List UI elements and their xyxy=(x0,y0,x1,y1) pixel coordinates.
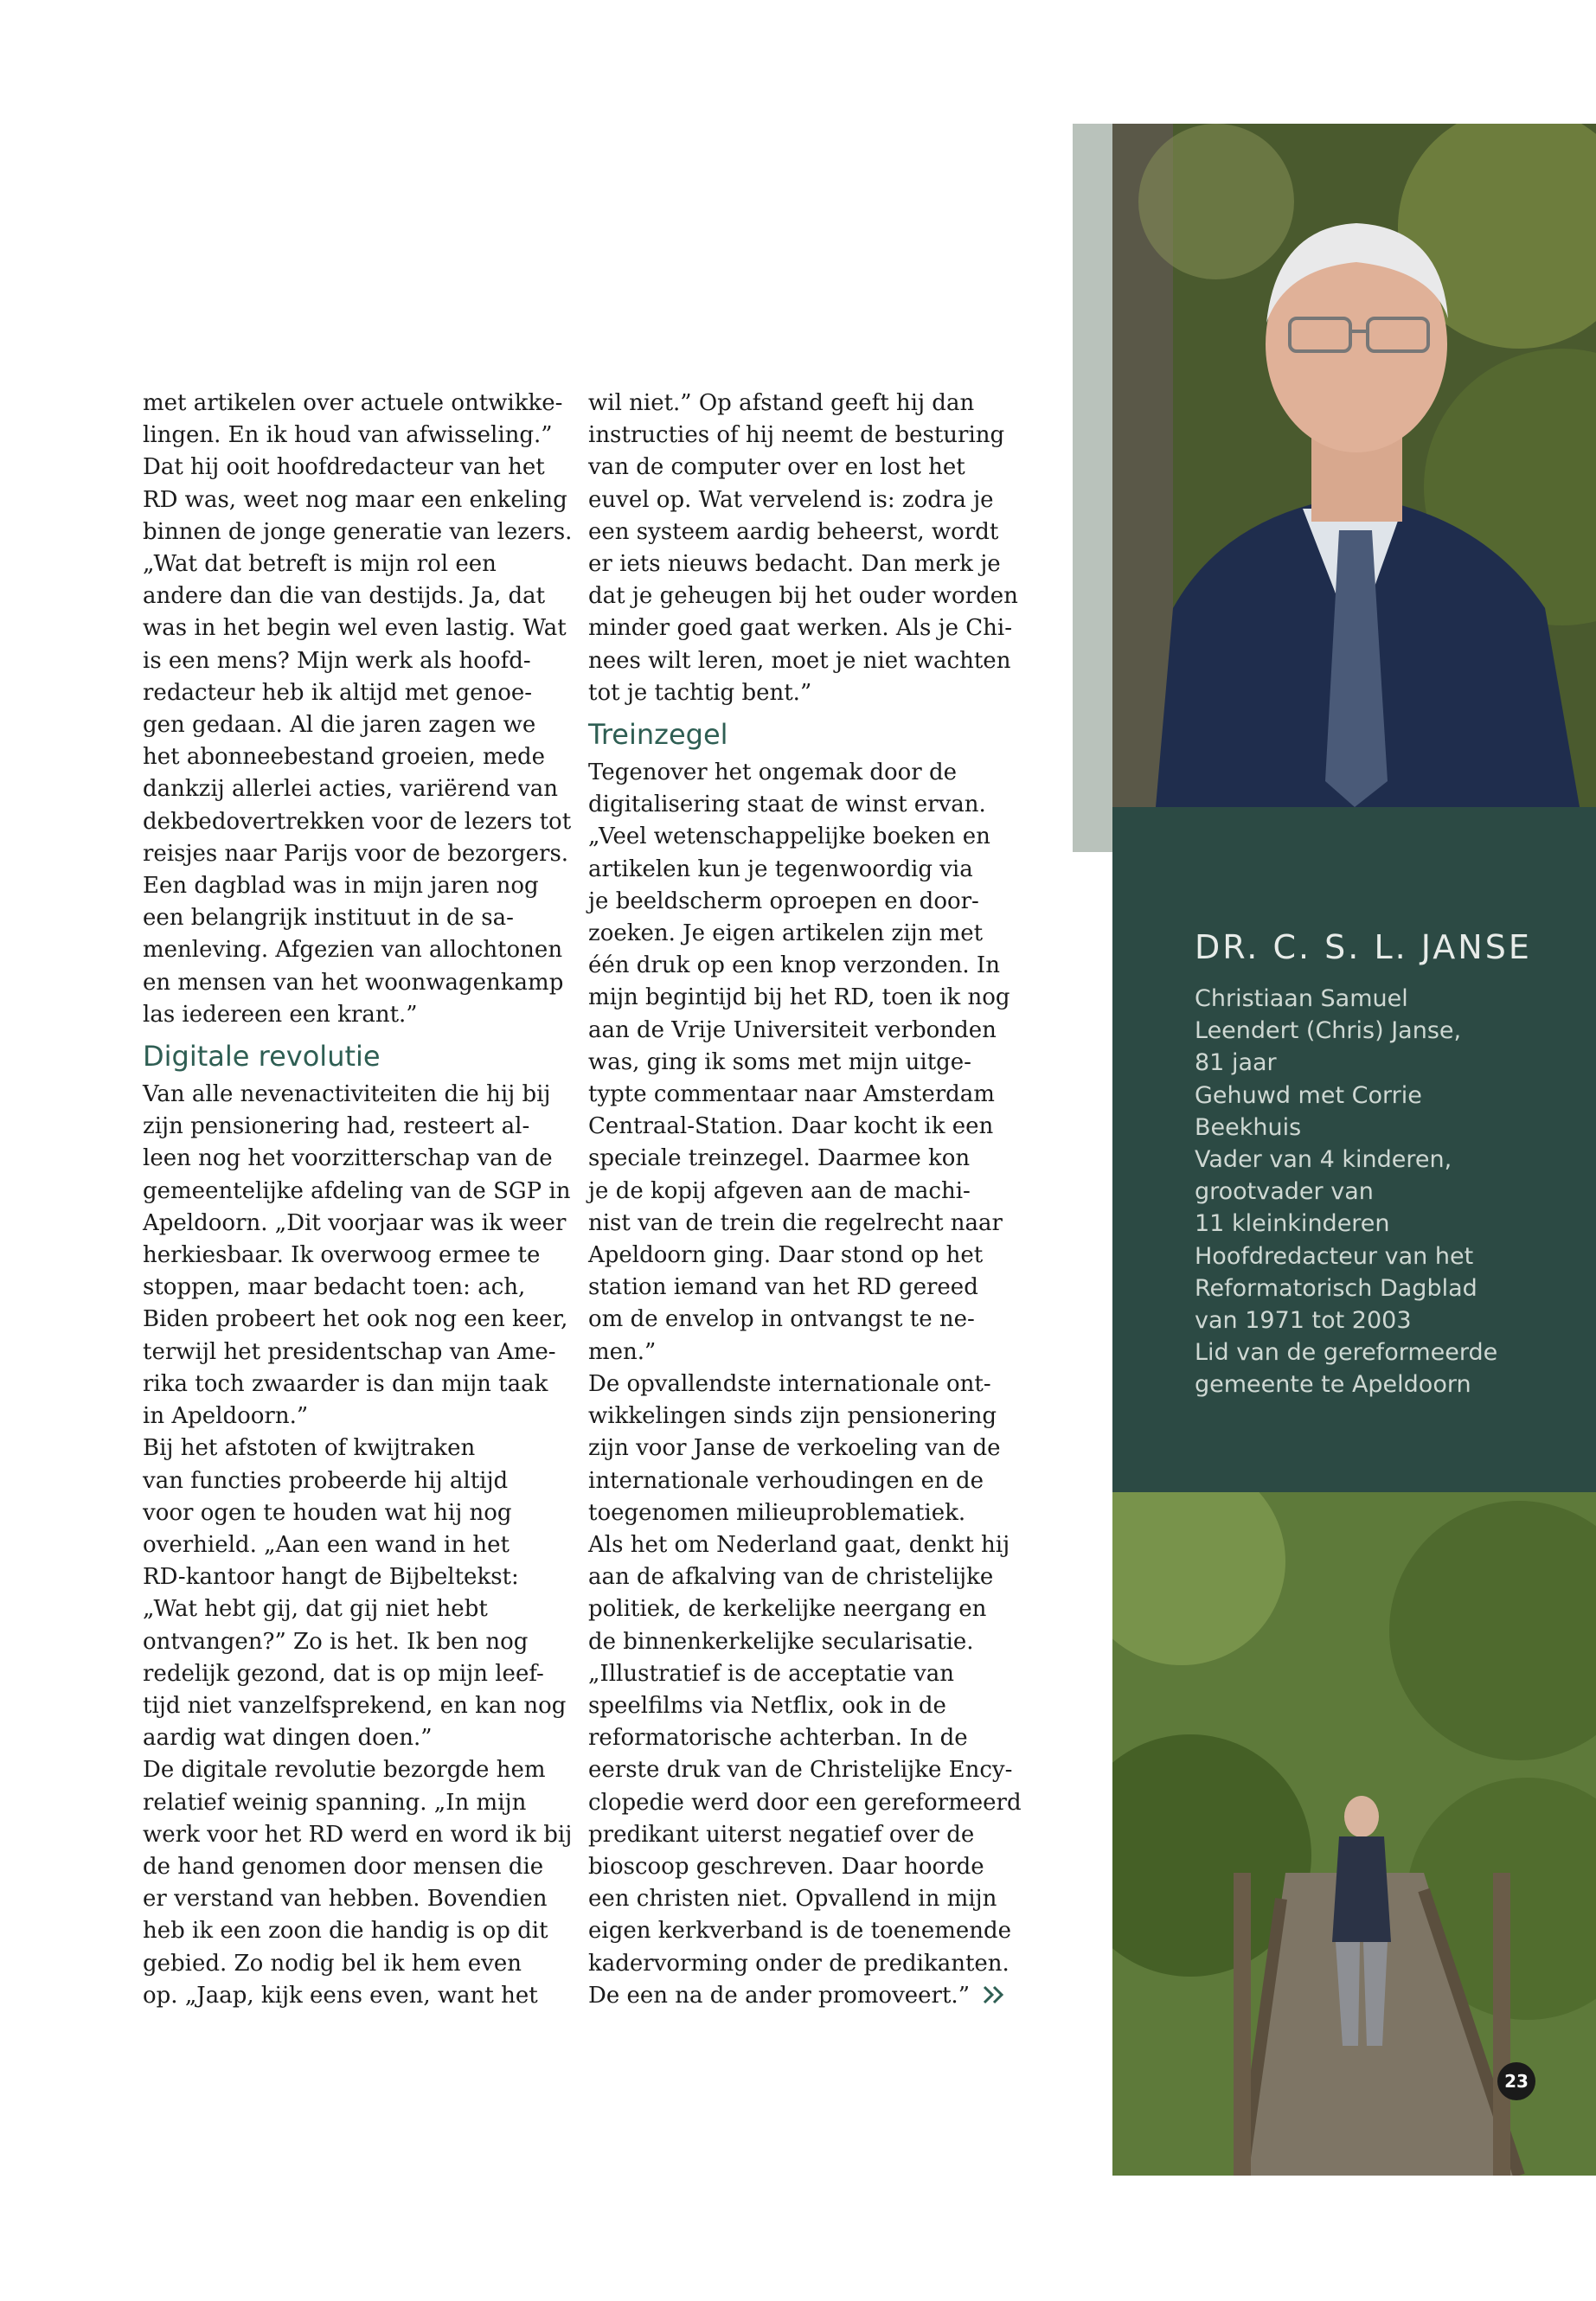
text-line: digitalisering staat de winst ervan. xyxy=(588,792,986,818)
text-line: aardig wat dingen doen.” xyxy=(143,1725,433,1752)
section-heading-digitale-revolutie: Digitale revolutie xyxy=(143,1040,381,1074)
text-line: men.” xyxy=(588,1338,657,1365)
column1-paragraph-1 xyxy=(143,388,573,1031)
text-line: gebied. Zo nodig bel ik hem even xyxy=(143,1950,522,1977)
text-line: het abonneebestand groeien, mede xyxy=(143,744,546,771)
profile-line: Hoofdredacteur van het xyxy=(1195,1242,1474,1270)
text-line: aan de Vrije Universiteit verbonden xyxy=(588,1016,997,1043)
text-line: je de kopij afgeven aan de machi- xyxy=(588,1177,971,1204)
text-line: werk voor het RD werd en word ik bij xyxy=(143,1821,573,1848)
text-line: en mensen van het woonwagenkamp xyxy=(143,969,564,996)
article-column-2 xyxy=(588,388,1022,2012)
text-line: „Wat dat betreft is mijn rol een xyxy=(143,551,497,578)
text-line: om de envelop in ontvangst te ne- xyxy=(588,1306,975,1333)
text-line: was, ging ik soms met mijn uitge- xyxy=(588,1048,971,1075)
text-line: bioscoop geschreven. Daar hoorde xyxy=(588,1853,984,1880)
text-line: speelfilms via Netflix, ook in de xyxy=(588,1692,946,1719)
column2-paragraph-1 xyxy=(588,388,1018,709)
text-line: in Apeldoorn.” xyxy=(143,1403,309,1430)
text-line: Apeldoorn. „Dit voorjaar was ik weer xyxy=(143,1209,567,1236)
text-line: Dat hij ooit hoofdredacteur van het xyxy=(143,454,545,481)
profile-title: DR. C. S. L. JANSE xyxy=(1195,928,1532,966)
text-line: „Illustratief is de acceptatie van xyxy=(588,1660,955,1687)
text-line: andere dan die van destijds. Ja, dat xyxy=(143,583,546,610)
text-line: heb ik een zoon die handig is op dit xyxy=(143,1918,548,1945)
profile-line: Gehuwd met Corrie xyxy=(1195,1081,1422,1109)
text-line: RD-kantoor hangt de Bijbeltekst: xyxy=(143,1564,519,1591)
text-line: Centraal-Station. Daar kocht ik een xyxy=(588,1113,994,1140)
text-line: voor ogen te houden wat hij nog xyxy=(143,1499,512,1526)
text-line: euvel op. Wat vervelend is: zodra je xyxy=(588,486,994,513)
profile-line: Reformatorisch Dagblad xyxy=(1195,1274,1477,1302)
text-line: tijd niet vanzelfsprekend, en kan nog xyxy=(143,1692,567,1719)
column2-paragraph-2 xyxy=(588,757,1022,2012)
text-line: op. „Jaap, kijk eens even, want het xyxy=(143,1982,538,2009)
profile-line: Vader van 4 kinderen, xyxy=(1195,1146,1452,1174)
text-line: een systeem aardig beheerst, wordt xyxy=(588,518,999,545)
text-line: herkiesbaar. Ik overwoog ermee te xyxy=(143,1242,541,1269)
section-heading-treinzegel: Treinzegel xyxy=(588,718,728,752)
text-line: Bij het afstoten of kwijtraken xyxy=(143,1435,476,1462)
text-line: de hand genomen door mensen die xyxy=(143,1853,544,1880)
text-line: artikelen kun je tegenwoordig via xyxy=(588,856,973,882)
portrait-photo xyxy=(1112,124,1596,807)
text-line: relatief weinig spanning. „In mijn xyxy=(143,1789,527,1816)
text-line: lingen. En ik houd van afwisseling.” xyxy=(143,422,553,449)
text-line: stoppen, maar bedacht toen: ach, xyxy=(143,1274,526,1301)
text-line: las iedereen een krant.” xyxy=(143,1001,418,1028)
portrait-illustration xyxy=(1112,124,1596,807)
profile-line: Lid van de gereformeerde xyxy=(1195,1339,1498,1367)
text-line: reformatorische achterban. In de xyxy=(588,1725,968,1752)
text-line-last-text: De een na de ander promoveert.” xyxy=(588,1982,970,2009)
text-line: rika toch zwaarder is dan mijn taak xyxy=(143,1370,548,1397)
text-line: reisjes naar Parijs voor de bezorgers. xyxy=(143,840,569,867)
text-line: speciale treinzegel. Daarmee kon xyxy=(588,1145,971,1172)
text-line: van de computer over en lost het xyxy=(588,454,965,481)
text-line: een belangrijk instituut in de sa- xyxy=(143,905,514,932)
text-line: overhield. „Aan een wand in het xyxy=(143,1531,510,1558)
text-line: eerste druk van de Christelijke Ency- xyxy=(588,1757,1013,1784)
text-line: Apeldoorn ging. Daar stond op het xyxy=(588,1242,984,1269)
text-line: dat je geheugen bij het ouder worden xyxy=(588,583,1018,610)
text-line: Van alle nevenactiviteiten die hij bij xyxy=(143,1081,551,1108)
text-line: één druk op een knop verzonden. In xyxy=(588,952,1000,979)
text-line: Tegenover het ongemak door de xyxy=(588,760,958,786)
text-line: gen gedaan. Al die jaren zagen we xyxy=(143,712,536,739)
double-chevron-right-icon xyxy=(982,1984,1008,2005)
text-line: wil niet.” Op afstand geeft hij dan xyxy=(588,390,975,416)
text-line: eigen kerkverband is de toenemende xyxy=(588,1918,1012,1945)
text-line: redacteur heb ik altijd met genoe- xyxy=(143,679,533,706)
text-line-last xyxy=(588,1980,1012,2012)
profile-details xyxy=(1195,983,1575,1401)
text-line: station iemand van het RD gereed xyxy=(588,1274,978,1301)
text-line: instructies of hij neemt de besturing xyxy=(588,422,1005,449)
text-line: terwijl het presidentschap van Ame- xyxy=(143,1338,556,1365)
text-line: kadervorming onder de predikanten. xyxy=(588,1950,1010,1977)
text-line: nees wilt leren, moet je niet wachten xyxy=(588,647,1011,674)
text-line: „Wat hebt gij, dat gij niet hebt xyxy=(143,1596,488,1623)
text-line: je beeldscherm oproepen en door- xyxy=(588,888,979,914)
text-line: menleving. Afgezien van allochtonen xyxy=(143,937,563,964)
profile-line: 81 jaar xyxy=(1195,1049,1277,1077)
text-line: minder goed gaat werken. Als je Chi- xyxy=(588,615,1013,642)
text-line: leen nog het voorzitterschap van de xyxy=(143,1145,553,1172)
text-line: clopedie werd door een gereformeerd xyxy=(588,1789,1022,1816)
text-line: predikant uiterst negatief over de xyxy=(588,1821,975,1848)
text-line: zoeken. Je eigen artikelen zijn met xyxy=(588,920,984,947)
text-line: De opvallendste internationale ont- xyxy=(588,1370,991,1397)
article-column-1 xyxy=(143,388,573,2012)
text-line: is een mens? Mijn werk als hoofd- xyxy=(143,647,531,674)
text-line: zijn voor Janse de verkoeling van de xyxy=(588,1435,1001,1462)
text-line: wikkelingen sinds zijn pensionering xyxy=(588,1403,997,1430)
profile-line: gemeente te Apeldoorn xyxy=(1195,1371,1471,1399)
text-line: de binnenkerkelijke secularisatie. xyxy=(588,1628,974,1655)
text-line: ontvangen?” Zo is het. Ik ben nog xyxy=(143,1628,529,1655)
text-line: politiek, de kerkelijke neergang en xyxy=(588,1596,987,1623)
text-line: dankzij allerlei acties, variërend van xyxy=(143,776,559,803)
page-number-badge: 23 xyxy=(1497,2062,1535,2100)
text-line: binnen de jonge generatie van lezers. xyxy=(143,518,573,545)
profile-info-box xyxy=(1112,807,1596,1492)
text-line: internationale verhoudingen en de xyxy=(588,1467,984,1494)
text-line: er iets nieuws bedacht. Dan merk je xyxy=(588,551,1001,578)
text-line: redelijk gezond, dat is op mijn leef- xyxy=(143,1660,544,1687)
text-line: van functies probeerde hij altijd xyxy=(143,1467,509,1494)
text-line: RD was, weet nog maar een enkeling xyxy=(143,486,567,513)
text-line: dekbedovertrekken voor de lezers tot xyxy=(143,808,572,835)
text-line: typte commentaar naar Amsterdam xyxy=(588,1081,995,1108)
text-line: tot je tachtig bent.” xyxy=(588,679,812,706)
text-line: een christen niet. Opvallend in mijn xyxy=(588,1886,997,1913)
profile-line: Christiaan Samuel xyxy=(1195,985,1408,1012)
profile-line: Beekhuis xyxy=(1195,1113,1302,1141)
decorative-side-strip xyxy=(1073,124,1112,852)
column1-paragraph-2 xyxy=(143,1079,573,2012)
text-line: nist van de trein die regelrecht naar xyxy=(588,1209,1003,1236)
text-line: Als het om Nederland gaat, denkt hij xyxy=(588,1531,1010,1558)
text-line: Een dagblad was in mijn jaren nog xyxy=(143,873,539,900)
text-line: Biden probeert het ook nog een keer, xyxy=(143,1306,568,1333)
text-line: aan de afkalving van de christelijke xyxy=(588,1564,994,1591)
profile-line: 11 kleinkinderen xyxy=(1195,1210,1390,1238)
text-line: gemeentelijke afdeling van de SGP in xyxy=(143,1177,571,1204)
profile-line: van 1971 tot 2003 xyxy=(1195,1307,1412,1335)
text-line: met artikelen over actuele ontwikke- xyxy=(143,390,563,416)
text-line: zijn pensionering had, resteert al- xyxy=(143,1113,530,1140)
text-line: mijn begintijd bij het RD, toen ik nog xyxy=(588,984,1010,1011)
text-line: er verstand van hebben. Bovendien xyxy=(143,1886,548,1913)
text-line: toegenomen milieuproblematiek. xyxy=(588,1499,966,1526)
text-line: De digitale revolutie bezorgde hem xyxy=(143,1757,546,1784)
text-line: „Veel wetenschappelijke boeken en xyxy=(588,824,990,850)
profile-line: grootvader van xyxy=(1195,1178,1374,1206)
profile-line: Leendert (Chris) Janse, xyxy=(1195,1017,1462,1045)
text-line: was in het begin wel even lastig. Wat xyxy=(143,615,567,642)
